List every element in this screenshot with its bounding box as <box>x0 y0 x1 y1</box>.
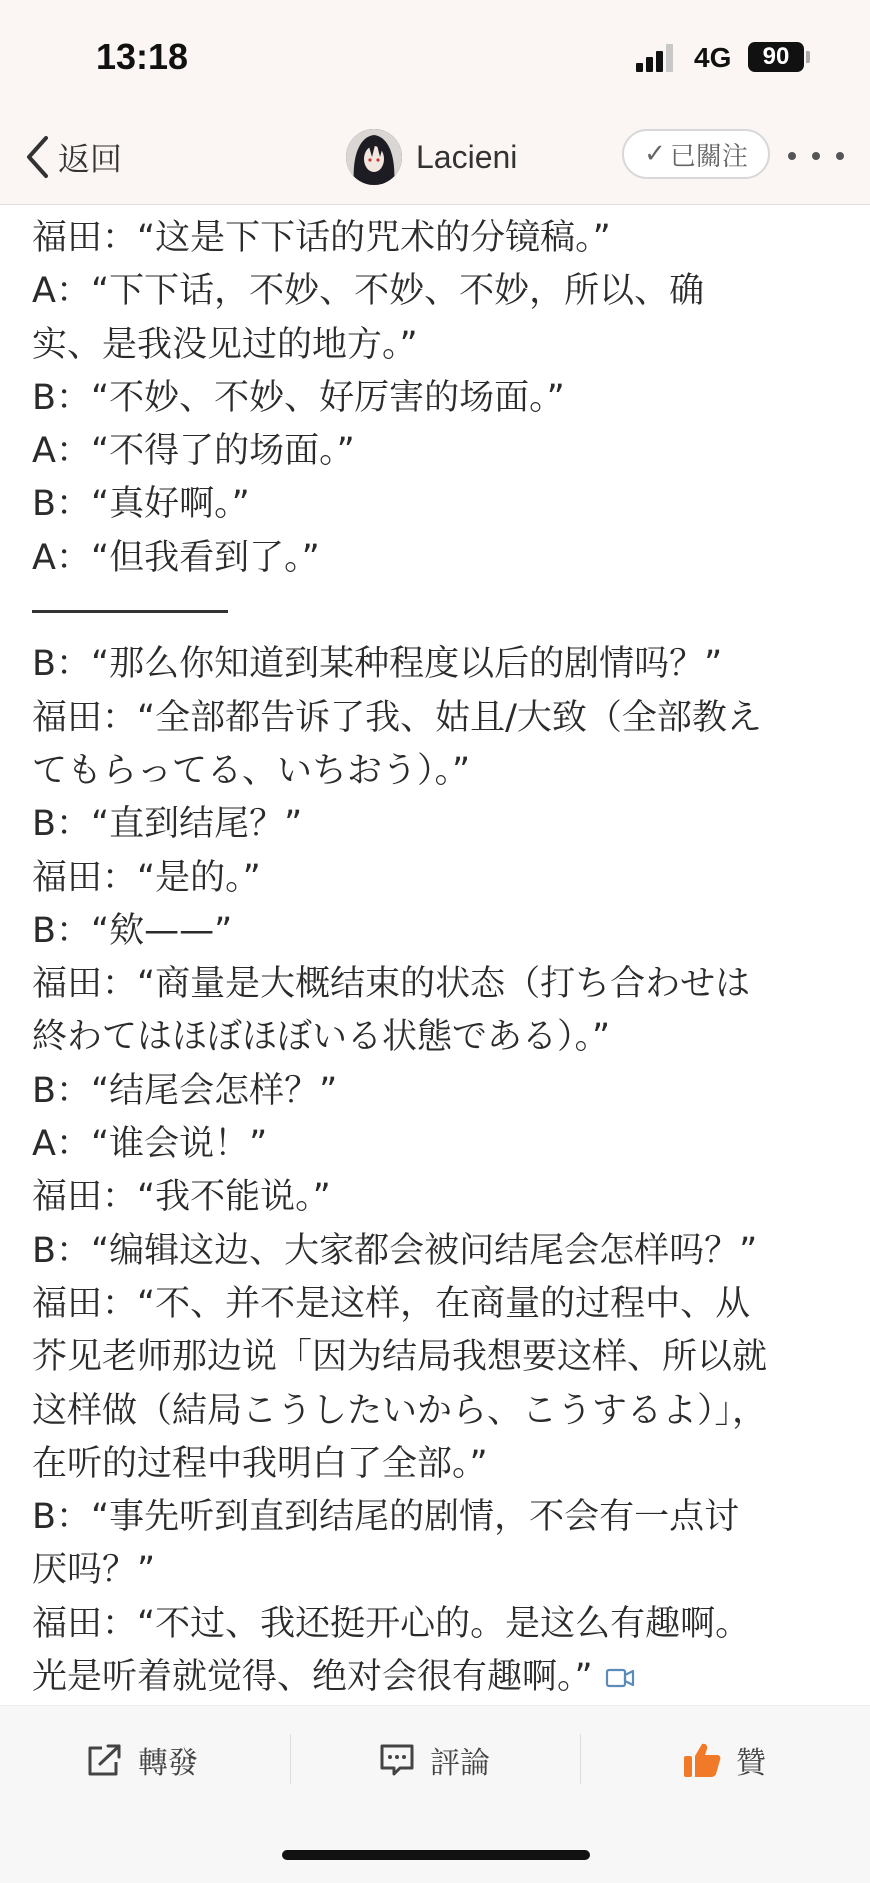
post-line: B：“编辑这边、大家都会被问结尾会怎样吗？” <box>32 1230 758 1271</box>
post-line: A：“不得了的场面。” <box>32 431 355 472</box>
like-label: 贊 <box>736 1746 766 1781</box>
post-line: B：“结尾会怎样？” <box>32 1070 338 1111</box>
post-line: B：“那么你知道到某种程度以后的剧情吗？” <box>32 644 723 685</box>
post-line: 福田：“全部都告诉了我、姑且/大致（全部教え <box>32 697 762 738</box>
post-line: 福田：“是的。” <box>32 857 261 898</box>
post-content <box>32 212 852 1704</box>
post-line: B：“直到结尾？” <box>32 804 303 845</box>
follow-button[interactable] <box>622 129 770 179</box>
post-line: 福田：“不过、我还挺开心的。是这么有趣啊。 <box>32 1603 751 1644</box>
post-line: B：“真好啊。” <box>32 484 250 525</box>
check-icon: ✓ <box>644 139 666 169</box>
share-icon <box>86 1743 124 1777</box>
thumbs-up-icon <box>682 1741 722 1779</box>
text-divider <box>32 585 852 638</box>
battery-tip <box>806 51 810 63</box>
post-line: 厌吗？” <box>32 1550 156 1591</box>
post-line: 福田：“不、并不是这样，在商量的过程中、从 <box>32 1283 751 1324</box>
avatar-image <box>346 129 402 185</box>
more-dot-icon <box>836 152 844 160</box>
back-button[interactable] <box>24 134 122 180</box>
battery-level: 90 <box>762 43 790 70</box>
post-line: 福田：“这是下下话的咒术的分镜稿。” <box>32 218 611 258</box>
nav-bar <box>0 110 870 205</box>
action-divider <box>580 1734 581 1784</box>
signal-strength-icon <box>636 44 676 72</box>
post-line: A：“谁会说！” <box>32 1124 268 1165</box>
post-line: 福田：“商量是大概结束的状态（打ち合わせは <box>32 964 751 1005</box>
post-line: B：“不妙、不妙、好厉害的场面。” <box>32 377 565 418</box>
action-divider <box>290 1734 291 1784</box>
video-icon[interactable] <box>605 1667 635 1689</box>
home-indicator[interactable] <box>282 1850 590 1860</box>
bottom-safe-area <box>0 1813 870 1883</box>
post-line: てもらってる、いちおう）。” <box>32 750 471 791</box>
action-bar <box>0 1705 870 1814</box>
network-type: 4G <box>694 42 732 73</box>
like-button[interactable] <box>682 1706 766 1814</box>
post-line: A：“下下话，不妙、不妙、不妙，所以、确 <box>32 271 705 312</box>
post-line: 終わてはほぼほぼいる状態である）。” <box>32 1017 611 1058</box>
follow-label: 已關注 <box>669 141 748 172</box>
more-dot-icon <box>812 152 820 160</box>
post-line: 在听的过程中我明白了全部。” <box>32 1443 488 1484</box>
comment-icon <box>378 1742 416 1778</box>
status-bar <box>0 0 870 110</box>
back-label: 返回 <box>58 140 123 178</box>
post-line: 福田：“我不能说。” <box>32 1177 331 1218</box>
more-dot-icon <box>788 152 796 160</box>
post-line: 实、是我没见过的地方。” <box>32 324 418 365</box>
more-options-button[interactable] <box>788 136 844 176</box>
battery-icon <box>748 42 804 72</box>
post-line: B：“欸——” <box>32 910 233 951</box>
comment-button[interactable] <box>378 1706 490 1814</box>
post-line-text: 光是听着就觉得、绝对会很有趣啊。” <box>32 1657 593 1698</box>
user-profile[interactable] <box>346 127 517 187</box>
repost-label: 轉發 <box>138 1746 198 1781</box>
post-line: 芥见老师那边说「因为结局我想要这样、所以就 <box>32 1337 768 1378</box>
chevron-left-icon <box>24 134 52 180</box>
post-line <box>32 1651 852 1704</box>
avatar[interactable] <box>346 129 402 185</box>
comment-label: 評論 <box>430 1746 490 1781</box>
post-line: B：“事先听到直到结尾的剧情，不会有一点讨 <box>32 1497 740 1538</box>
repost-button[interactable] <box>86 1706 198 1814</box>
username[interactable]: Lacieni <box>416 138 518 175</box>
post-line: A：“但我看到了。” <box>32 537 320 578</box>
status-time: 13:18 <box>96 36 189 77</box>
post-line: 这样做（結局こうしたいから、こうするよ）」， <box>32 1390 768 1431</box>
